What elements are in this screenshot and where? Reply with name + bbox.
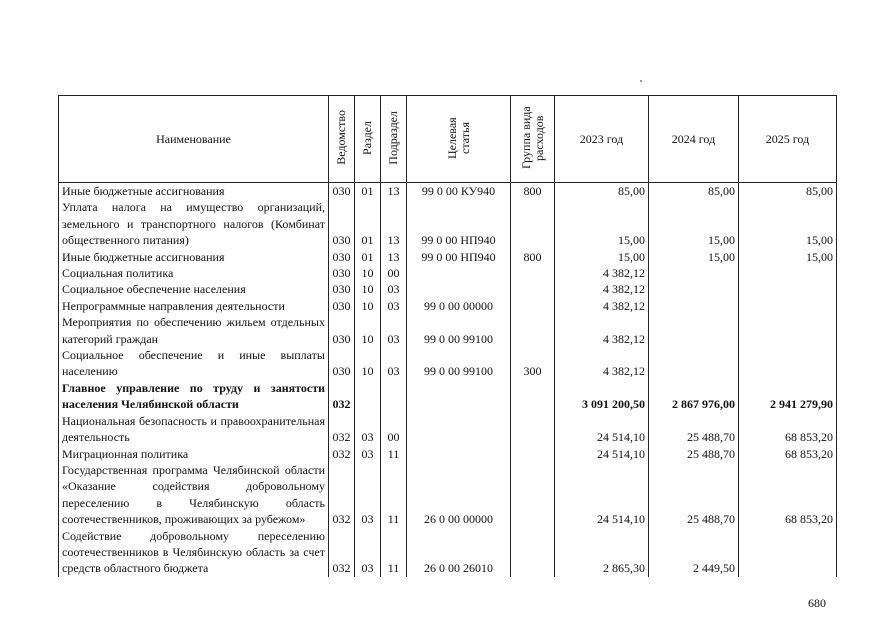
cell-ved: 030 [329,347,355,380]
cell-b [649,314,739,347]
cell-b [649,281,739,297]
cell-c: 68 853,20 [739,413,837,446]
header-2023: 2023 год [555,96,649,183]
table-row [59,446,837,462]
cell-raz: 10 [355,314,381,347]
table-row [59,528,837,577]
header-podrazdel: Подраздел [381,96,407,183]
cell-ved: 032 [329,528,355,577]
cell-gr [511,528,555,577]
cell-name: Иные бюджетные ассигнования [59,183,329,200]
cell-cs: 99 0 00 НП940 [407,249,511,265]
cell-name: Иные бюджетные ассигнования [59,249,329,265]
cell-ved: 032 [329,446,355,462]
cell-ved: 030 [329,314,355,347]
cell-b: 15,00 [649,199,739,248]
cell-b: 15,00 [649,249,739,265]
cell-name: Государственная программа Челябинской области «Оказание содействия добровольному переселению в Челябинскую область соотечественников, проживающих за рубежом» [59,462,329,528]
cell-name: Мероприятия по обеспечению жильем отдельных категорий граждан [59,314,329,347]
cell-name: Национальная безопасность и правоохранительная деятельность [59,413,329,446]
cell-raz: 10 [355,347,381,380]
cell-raz: 10 [355,298,381,314]
scan-speck [640,80,642,82]
cell-ved: 030 [329,281,355,297]
cell-b [649,265,739,281]
table-body [59,183,837,577]
header-name: Наименование [59,96,329,183]
table-header-row [59,96,837,183]
cell-ved: 032 [329,413,355,446]
cell-gr [511,380,555,413]
cell-c: 85,00 [739,183,837,200]
cell-a: 4 382,12 [555,347,649,380]
cell-c [739,314,837,347]
cell-b: 25 488,70 [649,462,739,528]
cell-b: 85,00 [649,183,739,200]
cell-ved: 032 [329,462,355,528]
cell-c: 15,00 [739,249,837,265]
cell-pod: 11 [381,446,407,462]
cell-pod: 03 [381,314,407,347]
cell-cs: 99 0 00 99100 [407,314,511,347]
cell-cs [407,446,511,462]
cell-gr [511,314,555,347]
table-row [59,265,837,281]
cell-cs [407,413,511,446]
cell-pod: 00 [381,413,407,446]
cell-cs [407,265,511,281]
cell-a: 3 091 200,50 [555,380,649,413]
cell-raz: 10 [355,281,381,297]
cell-gr [511,413,555,446]
cell-a: 24 514,10 [555,462,649,528]
cell-pod: 00 [381,265,407,281]
page-number: 680 [808,596,826,610]
cell-gr [511,446,555,462]
cell-a: 4 382,12 [555,265,649,281]
cell-gr [511,462,555,528]
cell-c [739,528,837,577]
cell-gr: 800 [511,249,555,265]
cell-name: Социальная политика [59,265,329,281]
cell-raz: 03 [355,462,381,528]
cell-pod: 13 [381,199,407,248]
cell-c [739,281,837,297]
cell-raz: 10 [355,265,381,281]
budget-table [58,95,837,577]
header-2024: 2024 год [649,96,739,183]
cell-name: Социальное обеспечение и иные выплаты населению [59,347,329,380]
cell-raz: 01 [355,199,381,248]
cell-raz: 01 [355,249,381,265]
table-row [59,380,837,413]
header-razdel: Раздел [355,96,381,183]
cell-gr [511,199,555,248]
table-row [59,347,837,380]
cell-gr [511,265,555,281]
cell-cs: 26 0 00 00000 [407,462,511,528]
cell-a: 24 514,10 [555,446,649,462]
cell-a: 4 382,12 [555,298,649,314]
cell-raz: 03 [355,528,381,577]
cell-pod [381,380,407,413]
cell-gr [511,298,555,314]
cell-ved: 030 [329,199,355,248]
cell-gr [511,281,555,297]
cell-cs [407,380,511,413]
cell-cs: 26 0 00 26010 [407,528,511,577]
cell-c: 2 941 279,90 [739,380,837,413]
cell-gr: 300 [511,347,555,380]
cell-pod: 03 [381,347,407,380]
cell-a: 24 514,10 [555,413,649,446]
cell-raz [355,380,381,413]
cell-name: Главное управление по труду и занятости населения Челябинской области [59,380,329,413]
cell-ved: 030 [329,183,355,200]
cell-pod: 11 [381,462,407,528]
table-row [59,413,837,446]
cell-pod: 03 [381,281,407,297]
cell-b [649,298,739,314]
cell-b: 2 449,50 [649,528,739,577]
cell-name: Содействие добровольному переселению соотечественников в Челябинскую область за счет средств областного бюджета [59,528,329,577]
table-row [59,183,837,200]
cell-b: 2 867 976,00 [649,380,739,413]
cell-a: 85,00 [555,183,649,200]
table-row [59,199,837,248]
cell-b [649,347,739,380]
cell-a: 15,00 [555,249,649,265]
table-row [59,314,837,347]
header-vedomstvo: Ведомство [329,96,355,183]
cell-c: 68 853,20 [739,462,837,528]
cell-pod: 11 [381,528,407,577]
table-row [59,249,837,265]
header-tselevaya-statya: Целевая статья [407,96,511,183]
cell-raz: 01 [355,183,381,200]
cell-name: Уплата налога на имущество организаций, земельного и транспортного налогов (Комбинат общественного питания) [59,199,329,248]
cell-cs: 99 0 00 99100 [407,347,511,380]
table-row [59,281,837,297]
cell-c [739,265,837,281]
cell-cs: 99 0 00 КУ940 [407,183,511,200]
cell-cs [407,281,511,297]
cell-a: 2 865,30 [555,528,649,577]
cell-a: 4 382,12 [555,281,649,297]
cell-pod: 13 [381,249,407,265]
cell-c [739,298,837,314]
cell-raz: 03 [355,446,381,462]
cell-a: 4 382,12 [555,314,649,347]
cell-c: 15,00 [739,199,837,248]
cell-pod: 03 [381,298,407,314]
table-row [59,462,837,528]
cell-name: Миграционная политика [59,446,329,462]
cell-ved: 030 [329,249,355,265]
cell-ved: 030 [329,298,355,314]
cell-name: Непрограммные направления деятельности [59,298,329,314]
table-row [59,298,837,314]
cell-a: 15,00 [555,199,649,248]
header-2025: 2025 год [739,96,837,183]
cell-raz: 03 [355,413,381,446]
cell-b: 25 488,70 [649,446,739,462]
cell-c: 68 853,20 [739,446,837,462]
cell-cs: 99 0 00 НП940 [407,199,511,248]
cell-ved: 032 [329,380,355,413]
cell-c [739,347,837,380]
cell-pod: 13 [381,183,407,200]
cell-gr: 800 [511,183,555,200]
cell-b: 25 488,70 [649,413,739,446]
cell-name: Социальное обеспечение населения [59,281,329,297]
cell-cs: 99 0 00 00000 [407,298,511,314]
cell-ved: 030 [329,265,355,281]
header-gruppa-vida-raskhodov: Группа вида расходов [511,96,555,183]
